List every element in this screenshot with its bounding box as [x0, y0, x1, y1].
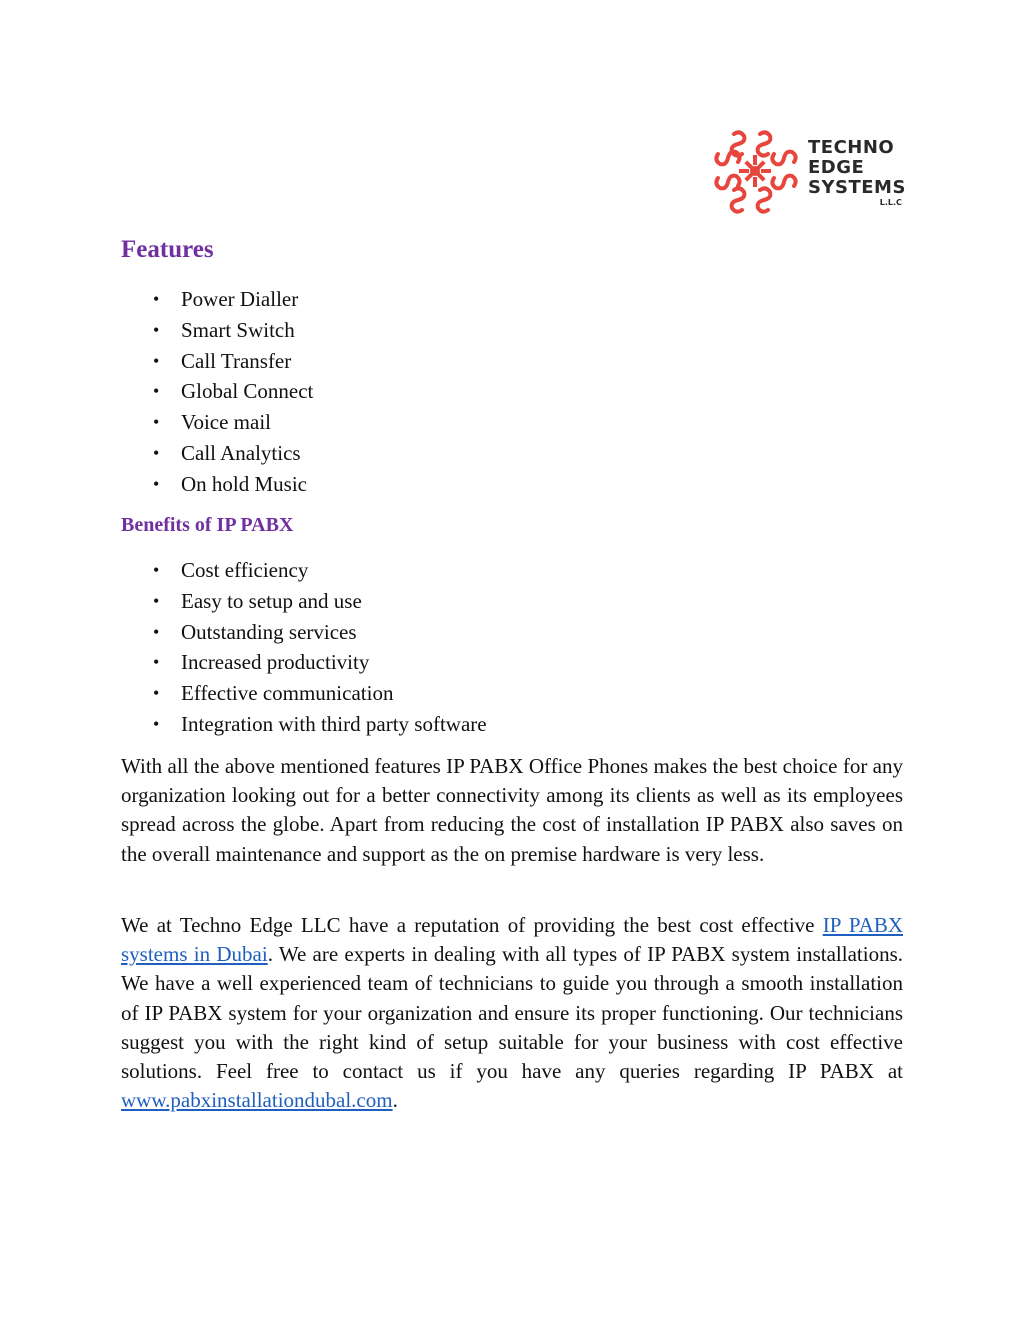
logo-wordmark [808, 138, 906, 208]
paragraph-text: We at Techno Edge LLC have a reputation of providing the best cost effective [121, 913, 823, 937]
features-list [0, 284, 313, 500]
bullet-icon: • [153, 713, 160, 734]
website-link[interactable]: www.pabxinstallationdubal.com [121, 1088, 393, 1113]
list-item [0, 617, 487, 648]
list-item-text: Easy to setup and use [181, 588, 362, 613]
list-item-text: Increased productivity [181, 650, 370, 675]
bullet-icon: • [153, 442, 160, 463]
list-item [0, 315, 313, 346]
list-item-text: Global Connect [181, 379, 314, 404]
logo-suffix: L.L.C [879, 198, 902, 207]
bullet-icon: • [153, 381, 160, 402]
list-item [0, 678, 487, 709]
list-item [0, 346, 313, 377]
bullet-icon: • [153, 683, 160, 704]
bullet-icon: • [153, 412, 160, 433]
list-item-text: Voice mail [181, 410, 272, 435]
paragraph-text: . We are experts in dealing with all types of IP PABX system installations. We have a well experienced team of technicians to guide you through a smooth installation of IP PABX system for your organization and ensure its proper functioning. Our technicians suggest you with the right kind of setup suitable for your business with cost effective solutions. Feel free to contact us if you have any queries regarding IP PABX at [121, 942, 903, 1084]
bullet-icon: • [153, 473, 160, 494]
list-item [0, 586, 487, 617]
list-item [0, 376, 313, 407]
summary-paragraph: With all the above mentioned features IP PABX Office Phones makes the best choice for any organization looking out for a better connectivity among its clients as well as its employees spread across the globe. Apart from reducing the cost of installation IP PABX also saves on the overall maintenance and support as the on premise hardware is very less. [121, 754, 903, 866]
ip-pabx-dubai-link[interactable]: IP PABX systems in Dubai [121, 913, 903, 967]
list-item [0, 647, 487, 678]
list-item-text: Call Transfer [181, 348, 292, 373]
list-item-text: Outstanding services [181, 619, 357, 644]
list-item-text: Smart Switch [181, 317, 295, 342]
list-item [0, 709, 487, 740]
list-item-text: Power Dialler [181, 287, 299, 311]
list-item-text: Integration with third party software [181, 711, 487, 736]
paragraph-text: . [392, 1088, 398, 1113]
list-item-text: On hold Music [181, 471, 307, 496]
logo-line-3: SYSTEMS [808, 177, 906, 198]
list-item [0, 469, 313, 500]
bullet-icon: • [153, 350, 160, 371]
bullet-icon: • [153, 621, 160, 642]
company-logo [712, 128, 912, 214]
list-item [0, 407, 313, 438]
logo-mark-icon [712, 128, 798, 214]
list-item [0, 438, 313, 469]
bullet-icon: • [153, 289, 160, 309]
list-item-text: Effective communication [181, 681, 394, 706]
bullet-icon: • [153, 319, 160, 340]
list-item [0, 555, 487, 586]
list-item [0, 284, 313, 315]
bullet-icon: • [153, 590, 160, 611]
logo-line-2: EDGE [808, 157, 865, 178]
bullet-icon: • [153, 560, 160, 580]
benefits-heading: Benefits of IP PABX [121, 514, 294, 536]
benefits-list [0, 555, 487, 740]
company-paragraph [121, 911, 903, 1115]
bullet-icon: • [153, 652, 160, 673]
features-heading: Features [121, 236, 214, 263]
logo-line-1: TECHNO [808, 137, 895, 158]
list-item-text: Cost efficiency [181, 558, 309, 582]
list-item-text: Call Analytics [181, 440, 301, 465]
